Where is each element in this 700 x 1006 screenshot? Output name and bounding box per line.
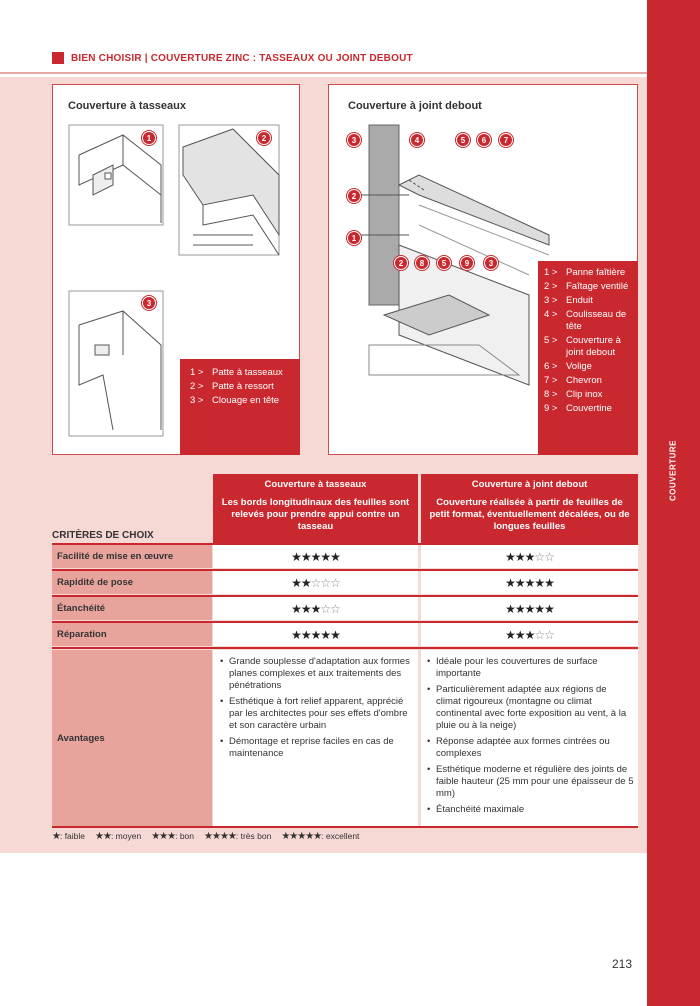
row-separator xyxy=(52,826,638,828)
column-header-joint-debout xyxy=(421,474,638,543)
legend-joint-debout xyxy=(538,261,638,455)
star-filled-icon: ★ xyxy=(291,601,301,616)
badge-6: 6 xyxy=(477,133,491,147)
rating-cell xyxy=(421,571,638,594)
badge-3: 3 xyxy=(347,133,361,147)
side-section-label: COUVERTURE xyxy=(668,439,678,501)
criteria-label: Réparation xyxy=(52,623,212,646)
page-number: 213 xyxy=(612,957,633,971)
badge-3: 3 xyxy=(484,256,498,270)
star-filled-icon: ★ xyxy=(544,601,554,616)
advantages-joint-debout xyxy=(421,650,638,826)
badge-5: 5 xyxy=(437,256,451,270)
star-filled-icon: ★ xyxy=(300,575,311,590)
star-filled-icon: ★ xyxy=(310,549,321,564)
badge-8: 8 xyxy=(415,256,429,270)
star-filled-icon: ★ xyxy=(524,601,535,616)
star-filled-icon: ★ xyxy=(291,549,301,564)
badge-1: 1 xyxy=(347,231,361,245)
header-divider xyxy=(0,72,647,74)
star-filled-icon: ★ xyxy=(320,549,331,564)
star-filled-icon: ★ xyxy=(310,627,321,642)
row-separator xyxy=(52,647,638,649)
list-item: • Particulièrement adaptée aux régions de climat rigoureux (montagne ou climat continental avec forte exposition au vent, à la pluie ou à la neige) xyxy=(427,684,634,732)
badge-7: 7 xyxy=(499,133,513,147)
star-filled-icon: ★ xyxy=(514,549,525,564)
legend-item: 7 > Chevron xyxy=(544,375,602,386)
star-filled-icon: ★ xyxy=(505,575,515,590)
column-title: Couverture à joint debout xyxy=(471,479,588,490)
star-filled-icon: ★ xyxy=(330,549,340,564)
rating-cell xyxy=(213,623,418,646)
legend-item: 8 > Clip inox xyxy=(544,389,603,400)
badge-9: 9 xyxy=(460,256,474,270)
advantages-label: Avantages xyxy=(52,650,212,826)
rating-cell xyxy=(213,597,418,620)
column-title: Couverture à tasseaux xyxy=(264,479,367,490)
list-item: • Réponse adaptée aux formes cintrées ou complexes xyxy=(427,736,634,760)
badge-5: 5 xyxy=(456,133,470,147)
star-filled-icon: ★ xyxy=(291,627,301,642)
star-empty-icon: ☆ xyxy=(544,549,554,564)
star-filled-icon: ★ xyxy=(300,627,311,642)
star-filled-icon: ★ xyxy=(330,627,340,642)
legend-tasseaux xyxy=(180,359,300,455)
star-filled-icon: ★ xyxy=(300,601,311,616)
star-filled-icon: ★ xyxy=(300,549,311,564)
badge-2: 2 xyxy=(394,256,408,270)
rating-cell xyxy=(421,623,638,646)
header-square-icon xyxy=(52,52,64,64)
star-filled-icon: ★ xyxy=(320,627,331,642)
criteria-label: Facilité de mise en œuvre xyxy=(52,545,212,568)
star-empty-icon: ☆ xyxy=(330,601,340,616)
legend-item: 1 > Patte à tasseaux xyxy=(190,367,283,378)
star-empty-icon: ☆ xyxy=(310,575,321,590)
legend-item: 2 > Faîtage ventilé xyxy=(544,281,629,292)
legend-item: 5 > Couverture à joint debout xyxy=(544,335,621,358)
star-empty-icon: ☆ xyxy=(534,627,545,642)
criteria-header: CRITÈRES DE CHOIX xyxy=(52,530,154,541)
criteria-label: Étanchéité xyxy=(52,597,212,620)
list-item: • Étanchéité maximale xyxy=(427,804,634,816)
star-filled-icon: ★ xyxy=(310,601,321,616)
rating-legend-item: ★★★★: très bon xyxy=(204,831,272,842)
legend-item: 9 > Couvertine xyxy=(544,403,612,414)
panel-joint-debout-title: Couverture à joint debout xyxy=(348,100,482,112)
legend-item: 3 > Enduit xyxy=(544,295,593,306)
criteria-label: Rapidité de pose xyxy=(52,571,212,594)
header-title: BIEN CHOISIR | COUVERTURE ZINC : TASSEAUX OU JOINT DEBOUT xyxy=(71,52,413,64)
column-description: Les bords longitudinaux des feuilles sont relevés pour prendre appui contre un tasseau xyxy=(221,497,410,532)
star-filled-icon: ★ xyxy=(534,601,545,616)
page-header xyxy=(52,52,413,64)
list-item: • Esthétique à fort relief apparent, apprécié par les architectes pour ses effets d'ombre et son caractère urbain xyxy=(220,696,414,732)
rating-legend-item: ★★★★★: excellent xyxy=(281,831,360,842)
star-empty-icon: ☆ xyxy=(320,601,331,616)
star-filled-icon: ★ xyxy=(505,627,515,642)
legend-item: 1 > Panne faîtière xyxy=(544,267,626,278)
star-empty-icon: ☆ xyxy=(544,627,554,642)
star-filled-icon: ★ xyxy=(291,575,301,590)
column-header-tasseaux xyxy=(213,474,418,543)
legend-item: 2 > Patte à ressort xyxy=(190,381,274,392)
badge-4: 4 xyxy=(410,133,424,147)
rating-cell xyxy=(213,545,418,568)
legend-item: 6 > Volige xyxy=(544,361,592,372)
legend-item: 3 > Clouage en tête xyxy=(190,395,280,406)
star-filled-icon: ★ xyxy=(524,627,535,642)
star-filled-icon: ★ xyxy=(514,575,525,590)
badge-1: 1 xyxy=(142,131,156,145)
advantages-tasseaux xyxy=(213,650,418,826)
star-empty-icon: ☆ xyxy=(320,575,331,590)
star-filled-icon: ★ xyxy=(505,549,515,564)
star-filled-icon: ★ xyxy=(505,601,515,616)
rating-cell xyxy=(421,597,638,620)
rating-legend xyxy=(52,831,359,842)
badge-2: 2 xyxy=(347,189,361,203)
legend-item: 4 > Coulisseau de tête xyxy=(544,309,627,332)
list-item: • Idéale pour les couvertures de surface importante xyxy=(427,656,634,680)
rating-cell xyxy=(213,571,418,594)
star-filled-icon: ★ xyxy=(534,575,545,590)
star-filled-icon: ★ xyxy=(524,575,535,590)
rating-legend-item: ★★: moyen xyxy=(95,831,142,842)
list-item: • Esthétique moderne et régulière des joints de faible hauteur (25 mm pour une épaisseur de 5 mm) xyxy=(427,764,634,800)
list-item: • Grande souplesse d'adaptation aux formes planes complexes et aux traitements des pénétrations xyxy=(220,656,414,692)
panel-tasseaux-title: Couverture à tasseaux xyxy=(68,100,186,112)
list-item: • Démontage et reprise faciles en cas de maintenance xyxy=(220,736,414,760)
star-empty-icon: ☆ xyxy=(534,549,545,564)
star-filled-icon: ★ xyxy=(514,601,525,616)
rating-legend-item: ★★★: bon xyxy=(151,831,195,842)
star-filled-icon: ★ xyxy=(514,627,525,642)
rating-legend-item: ★: faible xyxy=(52,831,86,842)
star-filled-icon: ★ xyxy=(544,575,554,590)
star-filled-icon: ★ xyxy=(524,549,535,564)
badge-3: 3 xyxy=(142,296,156,310)
column-description: Couverture réalisée à partir de feuilles de petit format, éventuellement décalées, ou de longues feuilles xyxy=(429,497,630,532)
badge-2: 2 xyxy=(257,131,271,145)
rating-cell xyxy=(421,545,638,568)
star-empty-icon: ☆ xyxy=(330,575,340,590)
